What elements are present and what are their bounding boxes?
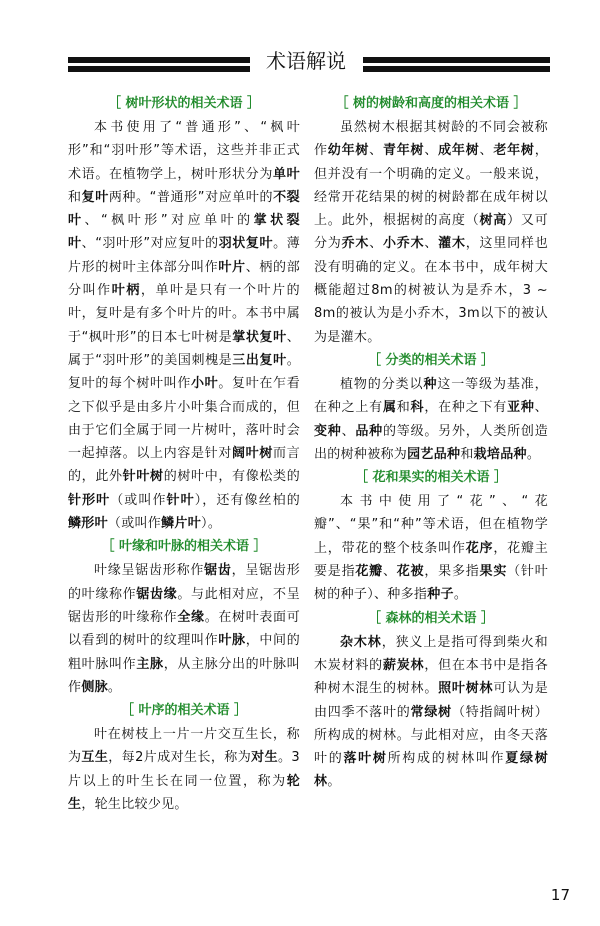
bold-term: 薪炭林 [382,657,425,673]
bold-term: 花被 [396,564,425,580]
bold-term: 针叶 [166,492,195,508]
section-heading-phyllotaxy: ［ 叶序的相关术语 ］ [120,703,248,719]
bold-term: 针叶树 [122,469,164,485]
bold-term: 小叶 [191,376,219,392]
page-title: 术语解说 [266,49,346,73]
bold-term: 单叶 [273,166,300,182]
bold-term: 园艺品种 [407,446,461,462]
header-stripe-right-top [363,57,550,63]
header-stripe-right-bottom [363,66,550,72]
section-heading-forest: ［ 森林的相关术语 ］ [367,610,495,626]
bold-term: 三出复叶 [232,352,287,368]
section-heading-flower-fruit: ［ 花和果实的相关术语 ］ [354,470,508,486]
bold-term: 老年树 [493,143,535,159]
bold-term: 全缘 [177,609,205,625]
bold-term: 羽状复叶 [218,236,274,252]
bold-term: 果实 [479,564,508,580]
bold-term: 乔木 [341,236,370,252]
bold-term: 掌状裂叶 [68,213,300,252]
bold-term: 主脉 [136,656,164,672]
bold-term: 栽培品种 [473,446,527,462]
bold-term: 照叶树林 [438,681,494,697]
bold-term: 花瓣 [355,564,383,580]
section-heading-classification: ［ 分类的相关术语 ］ [367,352,495,368]
section-text-leaf-margin: 叶缘呈锯齿形称作锯齿，呈锯齿形的叶缘称作锯齿缘。与此相对应，不呈锯齿形的叶缘称作全缘。在树叶表面可以看到的树叶的纹理叫作叶脉，中间的粗叶脉叫作主脉，从主脉分出的叶脉叫作侧脉。 [68,563,300,695]
section-heading-tree-age-height: ［ 树的树龄和高度的相关术语 ］ [335,96,527,111]
bold-term: 种 [423,376,438,392]
bold-term: 小乔木 [382,236,425,252]
left-column [68,92,300,816]
bold-term: 幼年树 [327,143,370,159]
bold-term: 花序 [465,540,494,556]
bold-term: 科 [410,400,425,416]
bold-term: 鳞形叶 [68,516,108,532]
bold-term: 属 [382,400,397,416]
right-column [314,92,548,794]
bold-term: 青年树 [382,143,425,159]
bold-term: 夏绿树林 [314,751,549,790]
bold-term: 鳞片叶 [161,516,202,532]
section-text-leaf-shape: 本书使用了“普通形”、“枫叶形”和“羽叶形”等术语，这些并非正式术语。在植物学上，树叶形状分为单叶和复叶两种。“普通形”对应单叶的不裂叶、“枫叶形”对应单叶的掌状裂叶、“羽叶形”对应复叶的羽状复叶。薄片形的树叶主体部分叫作叶片、柄的部分叫作叶柄，单叶是只有一个叶片的叶，复叶是有多个叶片的叶。本书中属于“枫叶形”的日本七叶树是掌状复叶、属于“羽叶形”的美国刺槐是三出复叶。复叶的每个树叶叫作小叶。复叶在乍看之下似乎是由多片小叶集合而成的，但由于它们全属于同一片树叶，落叶时会一起掉落。以上内容是针对阔叶树而言的，此外针叶树的树叶中，有像松类的针形叶（或叫作针叶），还有像丝柏的鳞形叶（或叫作鳞片叶）。 [68,120,301,532]
bold-term: 种子 [427,587,454,603]
bold-term: 品种 [355,423,383,439]
bold-term: 变种 [314,423,342,439]
section-text-flower-fruit: 本书中使用了“花”、“花瓣”、“果”和“种”等术语，但在植物学上，带花的整个枝条叫作花序，花瓣主要是指花瓣、花被，果多指果实（针叶树的种子）、种多指种子。 [314,494,549,603]
section-text-forest: 杂木林，狭义上是指可得到柴火和木炭材料的薪炭林，但在本书中是指各种树木混生的树林。照叶树林可认为是由四季不落叶的常绿树（特指阔叶树）所构成的树林。与此相对应，由冬天落叶的落叶树所构成的树林叫作夏绿树林。 [314,634,549,790]
bold-term: 不裂叶 [68,189,300,229]
bold-term: 叶柄 [111,283,141,299]
bold-term: 阔叶树 [232,446,274,462]
section-heading-leaf-shape: ［ 树叶形状的相关术语 ］ [107,96,261,111]
page-header [68,48,550,78]
section-text-classification: 植物的分类以种这一等级为基准，在种之上有属和科，在种之下有亚种、变种、品种的等级。另外，人类所创造出的树种被称为园艺品种和栽培品种。 [314,376,548,462]
bold-term: 互生 [81,750,109,766]
section-text-phyllotaxy: 叶在树枝上一片一片交互生长，称为互生，每2片成对生长，称为对生。3片以上的叶生长在同一位置，称为轮生，轮生比较少见。 [68,727,300,813]
bold-term: 树高 [479,213,508,229]
bold-term: 复叶 [81,189,109,205]
bold-term: 针形叶 [68,492,111,508]
bold-term: 常绿树 [410,704,452,720]
bold-term: 落叶树 [343,751,388,767]
bold-term: 掌状复叶 [232,329,287,345]
bold-term: 锯齿 [204,563,232,579]
header-stripe-left-top [68,57,250,63]
bold-term: 锯齿缘 [136,586,178,602]
header-stripe-left-bottom [68,66,250,72]
page-number: 17 [550,886,570,904]
bold-term: 叶片 [218,259,246,275]
bold-term: 对生 [251,750,278,766]
section-text-tree-age-height: 虽然树木根据其树龄的不同会被称作幼年树、青年树、成年树、老年树，但并没有一个明确的定义。一般来说，经常开花结果的树的树龄都在成年树以上。此外，根据树的高度（树高）又可分为乔木、小乔木、灌木，这里同样也没有明确的定义。在本书中，成年树大概能超过8m的树被认为是乔木，3 ~ 8m的被认为是小乔木，3m以下的被认为是灌木。 [314,120,548,345]
bold-term: 叶脉 [218,633,246,649]
bold-term: 亚种 [507,400,535,416]
bold-term: 灌木 [438,236,466,252]
bold-term: 成年树 [438,143,480,159]
bold-term: 轮生 [68,773,300,813]
bold-term: 侧脉 [81,679,108,695]
section-heading-leaf-margin: ［ 叶缘和叶脉的相关术语 ］ [101,539,267,555]
bold-term: 杂木林 [340,634,382,650]
